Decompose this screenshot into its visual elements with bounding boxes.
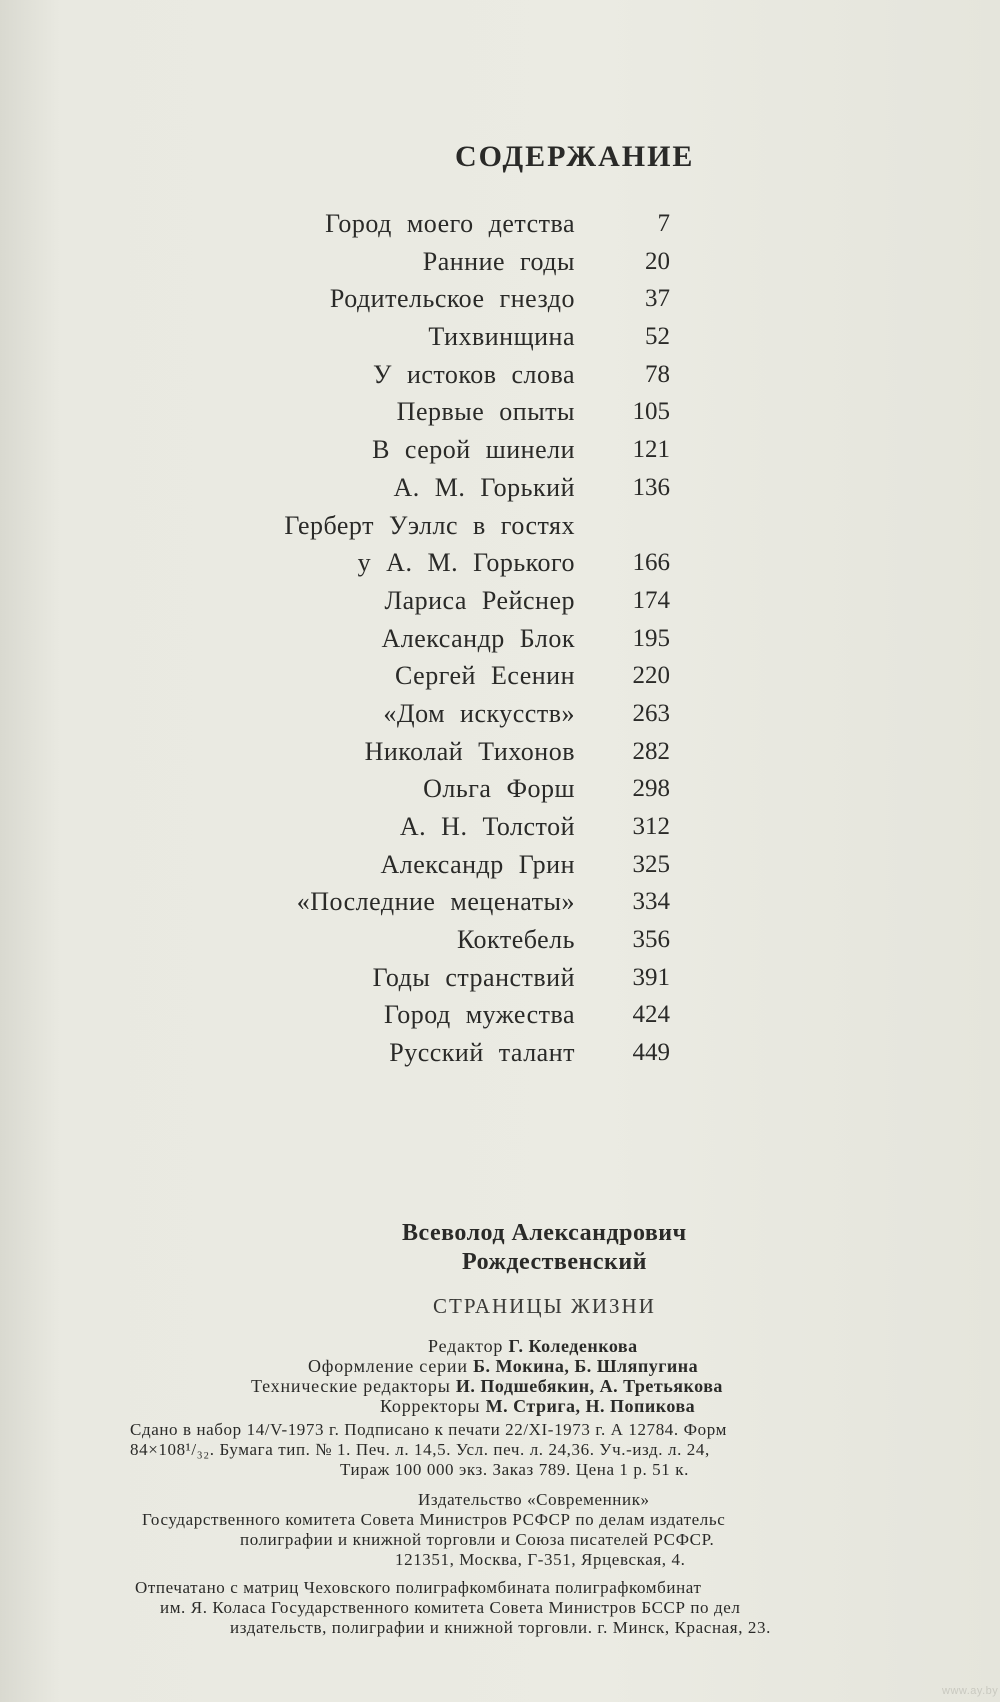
toc-entry-title: Тихвинщина: [428, 322, 575, 352]
toc-entry-page: 220: [632, 662, 670, 690]
toc-entry: [150, 469, 670, 507]
print-data-line-2: 84×108¹/₃₂. Бумага тип. № 1. Печ. л. 14,5. Усл. печ. л. 24,36. Уч.-изд. л. 24,: [130, 1440, 710, 1459]
toc-entry: [150, 582, 670, 620]
toc-entry: [150, 620, 670, 658]
toc-entry-page: 449: [632, 1039, 670, 1067]
author-first-names: Всеволод Александрович: [402, 1220, 687, 1246]
toc-entry: [150, 770, 670, 808]
toc-entry-title: Родительское гнездо: [329, 284, 575, 314]
toc-entry: [150, 243, 670, 281]
publisher-line-3: полиграфии и книжной торговли и Союза писателей РСФСР.: [240, 1530, 715, 1549]
toc-entry-title: А. Н. Толстой: [399, 812, 575, 841]
publisher-line-4: 121351, Москва, Г-351, Ярцевская, 4.: [395, 1550, 686, 1569]
toc-entry: [150, 733, 670, 771]
toc-heading: СОДЕРЖАНИЕ: [455, 140, 695, 173]
publisher-line-2: Государственного комитета Совета Министров РСФСР по делам издательс: [142, 1510, 726, 1529]
toc-entry-title: Коктебель: [457, 925, 575, 955]
toc-entry-title: Ольга Форш: [423, 774, 575, 804]
toc-entry-page: 52: [645, 323, 670, 351]
toc-entry: [150, 695, 670, 733]
toc-entry-title: «Дом искусств»: [383, 698, 575, 728]
toc-entry-title: Город мужества: [383, 1000, 575, 1030]
tech-editors-line: [251, 1376, 723, 1397]
toc-entry-title: Годы странствий: [372, 962, 575, 992]
toc-entry-title: Ранние годы: [422, 246, 575, 276]
toc-entry: [150, 883, 670, 921]
toc-entry-page: 356: [632, 926, 670, 954]
editor-line: [428, 1336, 638, 1357]
tech-editors-names: И. Подшебякин, А. Третьякова: [455, 1376, 723, 1396]
toc-entry-title: Герберт Уэллс в гостях: [284, 510, 575, 540]
toc-entry-page: 312: [632, 813, 670, 840]
toc-entry-page: 105: [632, 398, 670, 426]
author-surname: Рождественский: [462, 1249, 647, 1275]
toc-entry-page: 263: [632, 699, 670, 727]
toc-entry: [150, 318, 670, 356]
toc-entry: [150, 393, 670, 431]
print-data-line-3: Тираж 100 000 экз. Заказ 789. Цена 1 р. 51 к.: [340, 1460, 689, 1479]
toc-entry-page: 78: [645, 360, 670, 388]
toc-entry: [150, 280, 670, 318]
toc-entry-title: Александр Грин: [380, 849, 575, 879]
toc-entry-title: Николай Тихонов: [364, 736, 575, 766]
site-watermark: www.ay.by: [942, 1685, 999, 1697]
toc-entry-page: 20: [645, 247, 670, 275]
toc-entry-page: 391: [632, 963, 670, 991]
toc-entry-title: Русский талант: [389, 1038, 575, 1068]
toc-entry: [150, 431, 670, 469]
toc-entry-page: 7: [657, 210, 670, 237]
toc-entry: [150, 657, 670, 695]
toc-entry-title: Город моего детства: [325, 209, 575, 238]
toc-entry: [150, 996, 670, 1034]
editor-label: Редактор: [428, 1336, 504, 1356]
toc-entry-title: В серой шинели: [372, 435, 575, 465]
toc-entry: [150, 921, 670, 959]
publisher-line-1: Издательство «Современник»: [418, 1490, 650, 1509]
toc-entry-page: 121: [632, 436, 670, 464]
proofreaders-names: М. Стрига, Н. Попикова: [485, 1396, 696, 1416]
toc-entry-page: 37: [645, 285, 670, 313]
editor-name: Г. Коледенкова: [508, 1336, 638, 1356]
toc-entry-title: у А. М. Горького: [357, 548, 575, 578]
toc-entry-title: У истоков слова: [373, 359, 575, 389]
toc-entry: [150, 846, 670, 884]
toc-entry-page: 325: [632, 850, 670, 878]
table-of-contents: [150, 205, 670, 1072]
printer-line-3: издательств, полиграфии и книжной торговли. г. Минск, Красная, 23.: [230, 1618, 771, 1637]
toc-entry-page: 136: [632, 473, 670, 501]
toc-entry: [150, 544, 670, 582]
design-line: [308, 1356, 698, 1377]
print-data-line-1: Сдано в набор 14/V-1973 г. Подписано к печати 22/XI-1973 г. А 12784. Форм: [130, 1420, 727, 1439]
design-names: Б. Мокина, Б. Шляпугина: [473, 1356, 699, 1376]
toc-entry-page: 282: [632, 737, 670, 765]
printer-line-1: Отпечатано с матриц Чеховского полиграфкомбината полиграфкомбинат: [135, 1578, 702, 1597]
toc-entry-title: Сергей Есенин: [395, 661, 575, 691]
toc-entry-page: 195: [632, 624, 670, 652]
toc-entry-title: Первые опыты: [396, 397, 575, 427]
toc-entry-title: Александр Блок: [381, 623, 575, 653]
printer-line-2: им. Я. Коласа Государственного комитета Совета Министров БССР по дел: [160, 1598, 741, 1617]
toc-entry: [150, 507, 670, 545]
toc-entry-page: 334: [632, 888, 670, 916]
toc-entry-page: 298: [632, 775, 670, 803]
toc-entry: [150, 356, 670, 394]
toc-entry-title: «Последние меценаты»: [296, 887, 575, 917]
proofreaders-label: Корректоры: [380, 1396, 481, 1416]
toc-entry-page: 174: [632, 586, 670, 614]
proofreaders-line: [380, 1396, 695, 1417]
toc-entry: [150, 808, 670, 846]
toc-entry: [150, 1034, 670, 1072]
design-label: Оформление серии: [308, 1356, 468, 1376]
toc-entry-title: Лариса Рейснер: [384, 585, 575, 615]
toc-entry-page: 166: [632, 549, 670, 577]
toc-entry-title: А. М. Горький: [393, 472, 575, 502]
toc-entry: [150, 205, 670, 243]
toc-entry-page: 424: [632, 1001, 670, 1029]
book-title: СТРАНИЦЫ ЖИЗНИ: [433, 1294, 656, 1318]
tech-editors-label: Технические редакторы: [251, 1376, 451, 1396]
toc-entry: [150, 959, 670, 997]
